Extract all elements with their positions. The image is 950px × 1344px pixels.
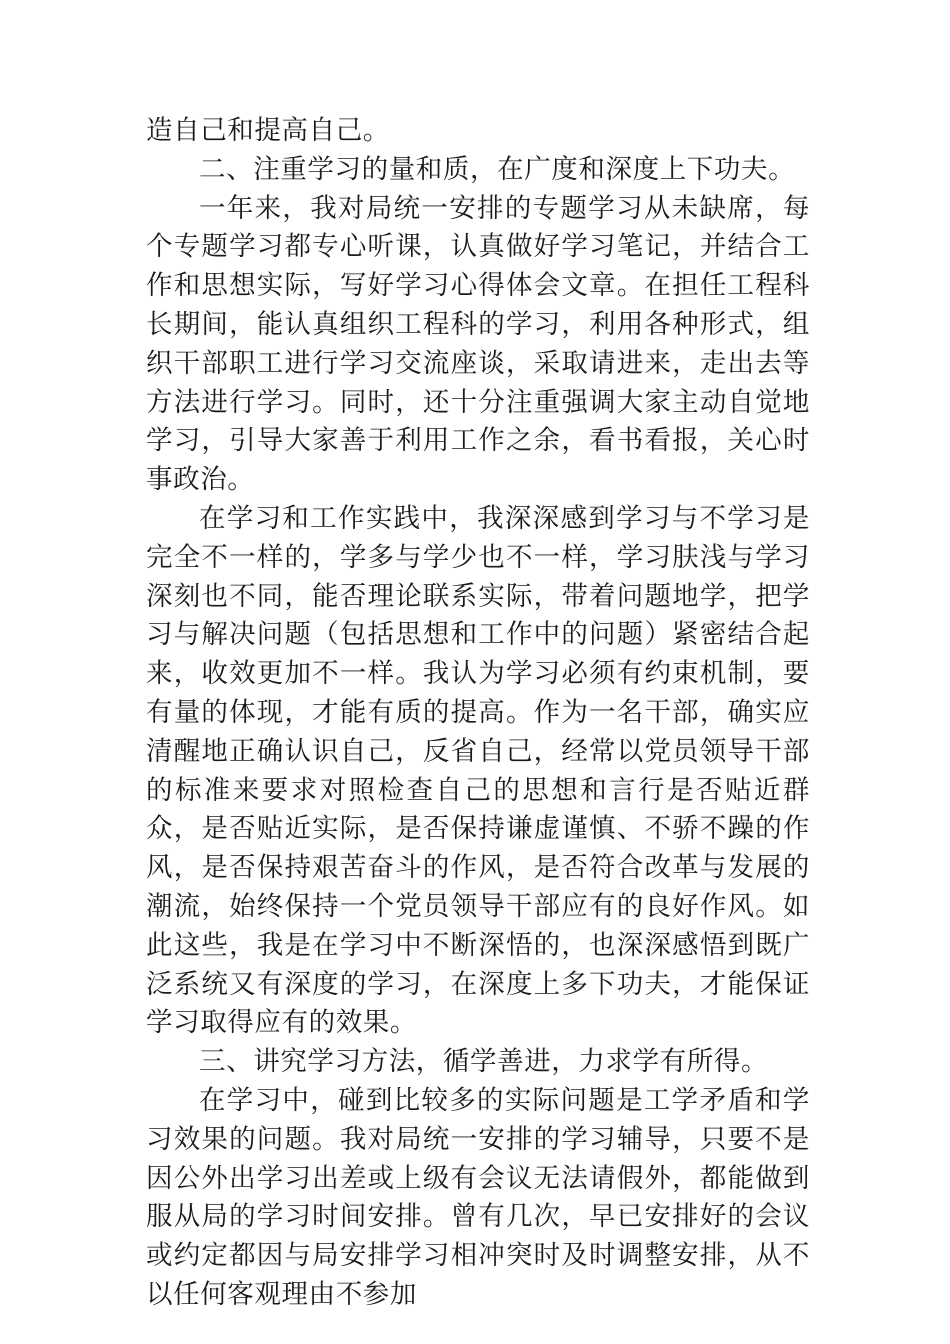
document-body	[146, 112, 810, 1315]
paragraph-study-reflection: 在学习和工作实践中，我深深感到学习与不学习是完全不一样的，学多与学少也不一样，学习肤浅与学习深刻也不同，能否理论联系实际，带着问题地学，把学习与解决问题（包括思想和工作中的问题）紧密结合起来，收效更加不一样。我认为学习必须有约束机制，要有量的体现，才能有质的提高。作为一名干部，确实应清醒地正确认识自己，反省自己，经常以党员领导干部的标准来要求对照检查自己的思想和言行是否贴近群众，是否贴近实际，是否保持谦虚谨慎、不骄不躁的作风，是否保持艰苦奋斗的作风，是否符合改革与发展的潮流，始终保持一个党员领导干部应有的良好作风。如此这些，我是在学习中不断深悟的，也深深感悟到既广泛系统又有深度的学习，在深度上多下功夫，才能保证学习取得应有的效果。	[146, 502, 810, 1039]
paragraph-study-method: 在学习中，碰到比较多的实际问题是工学矛盾和学习效果的问题。我对局统一安排的学习辅导，只要不是因公外出学习出差或上级有会议无法请假外，都能做到服从局的学习时间安排。曾有几次，早已安排好的会议或约定都因与局安排学习相冲突时及时调整安排，从不以任何客观理由不参加	[146, 1084, 810, 1310]
paragraph-study-attendance: 一年来，我对局统一安排的专题学习从未缺席，每个专题学习都专心听课，认真做好学习笔记，并结合工作和思想实际，写好学习心得体会文章。在担任工程科长期间，能认真组织工程科的学习，利用各种形式，组织干部职工进行学习交流座谈，采取请进来，走出去等方法进行学习。同时，还十分注重强调大家主动自觉地学习，引导大家善于利用工作之余，看书看报，关心时事政治。	[146, 192, 810, 496]
section-heading-3: 三、讲究学习方法，循学善进，力求学有所得。	[199, 1046, 769, 1078]
paragraph-continuation: 造自己和提高自己。	[146, 115, 390, 146]
section-heading-2: 二、注重学习的量和质，在广度和深度上下功夫。	[199, 153, 796, 185]
